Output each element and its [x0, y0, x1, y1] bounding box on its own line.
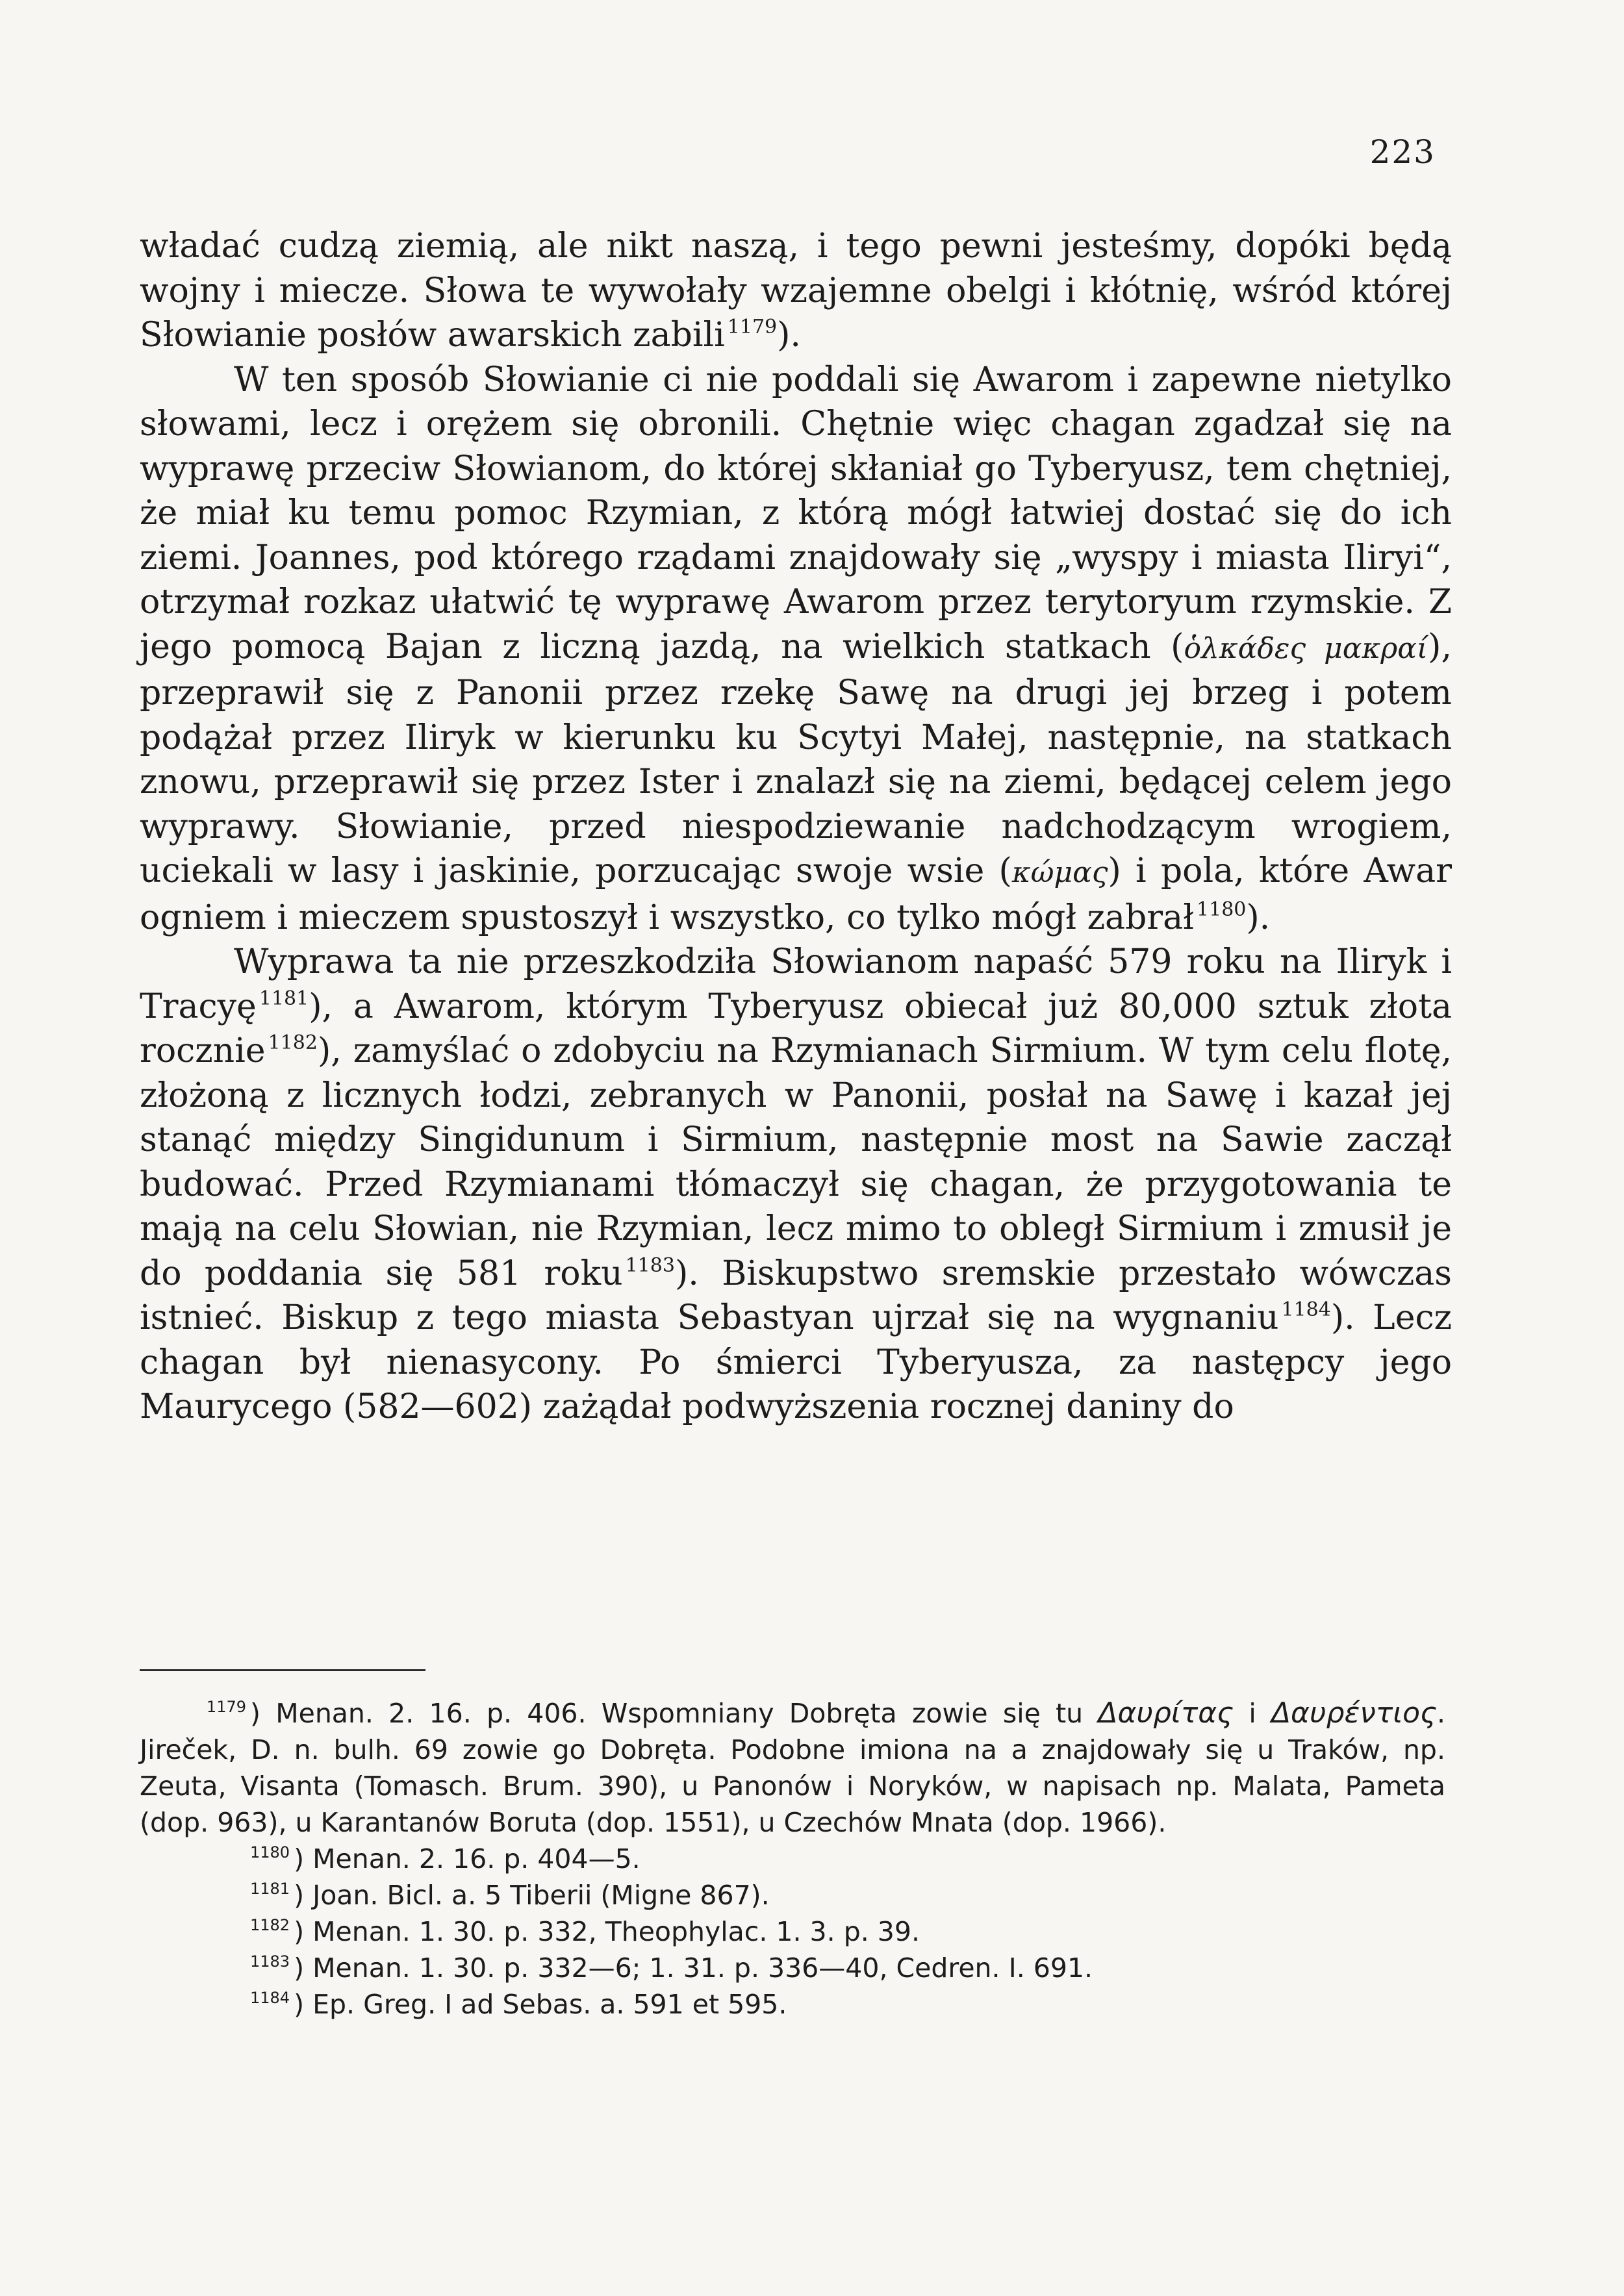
text-run: ). Lecz chagan był nienasycony. Po śmierci Tyberyusza, za następcy jego Maurycego (582—602) zażądał podwyższenia rocznej daniny do: [140, 1298, 1453, 1426]
greek-term: ὁλκάδες μακραί: [1184, 631, 1428, 665]
footnote-1181: [140, 1877, 1445, 1913]
greek-term: Δαυρίτας: [1098, 1697, 1234, 1730]
text-run: władać cudzą ziemią, ale nikt naszą, i tego pewni jesteśmy, dopóki będą wojny i miecze. Słowa te wywołały wzajemne obelgi i kłótnię, wśród której Słowianie posłów awarskich zabili: [140, 227, 1452, 355]
footnote-mark: 1180: [250, 1843, 290, 1861]
text-run: ). Biskupstwo sremskie przestało wówczas istnieć. Biskup z tego miasta Sebastyan ujrzał się na wygnaniu: [140, 1254, 1452, 1337]
greek-term: κώμας: [1011, 856, 1108, 889]
page-number: 223: [1369, 133, 1436, 171]
footnote-mark: 1184: [250, 1989, 290, 2007]
footnote-ref-1179[interactable]: 1179: [727, 316, 778, 338]
text-run: ).: [777, 316, 801, 355]
footnote-ref-1181[interactable]: 1181: [259, 987, 309, 1010]
text-run: ), a Awarom, którym Tyberyusz obiecał już 80,000 sztuk złota rocznie: [140, 987, 1452, 1070]
text-run: W ten sposób Słowianie ci nie poddali się Awarom i zapewne nietylko słowami, lecz i orężem się obronili. Chętnie więc chagan zgadzał się na wyprawę przeciw Słowianom, do której skłaniał go Tyberyusz, tem chętniej, że miał ku temu pomoc Rzymian, z którą mógł łatwiej dostać się do ich ziemi. Joannes, pod którego rządami znajdowały się „wyspy i miasta Iliryi“, otrzymał rozkaz ułatwić tę wyprawę Awarom przez terytoryum rzymskie. Z jego pomocą Bajan z liczną jazdą, na wielkich statkach (: [140, 360, 1452, 666]
footnote-ref-1182[interactable]: 1182: [268, 1031, 318, 1054]
main-text: [140, 224, 1452, 1430]
footnote-1179: [140, 1695, 1445, 1841]
footnote-divider: [140, 1669, 425, 1671]
footnote-text: . Jireček, D. n. bulh. 69 zowie go Dobręta. Podobne imiona na a znajdowały się u Traków, np. Zeuta, Visanta (Tomasch. Brum. 390), u Panonów i Noryków, w napisach np. Malata, Pameta (dop. 963), u Karantanów Boruta (dop. 1551), u Czechów Mnata (dop. 1966).: [140, 1698, 1445, 1838]
footnote-mark: 1181: [250, 1880, 290, 1898]
footnote-text: ) Menan. 1. 30. p. 332—6; 1. 31. p. 336—40, Cedren. I. 691.: [294, 1952, 1093, 1984]
paragraph-2: [140, 358, 1452, 940]
footnote-1184: [140, 1986, 1445, 2023]
footnote-1183: [140, 1950, 1445, 1986]
text-run: ).: [1246, 898, 1271, 937]
text-run: ), zamyślać o zdobyciu na Rzymianach Sirmium. W tym celu flotę, złożoną z licznych łodzi, zebranych w Panonii, posłał na Sawę i kazał jej stanąć między Singidunum i Sirmium, następnie most na Sawie zaczął budować. Przed Rzymianami tłómaczył się chagan, że przygotowania te mają na celu Słowian, nie Rzymian, lecz mimo to obległ Sirmium i zmusił je do poddania się 581 roku: [140, 1031, 1452, 1293]
text-run: Wyprawa ta nie przeszkodziła Słowianom napaść 579 roku na Iliryk i Tracyę: [140, 942, 1452, 1026]
footnote-ref-1180[interactable]: 1180: [1197, 898, 1247, 921]
footnote-text: ) Menan. 1. 30. p. 332, Theophylac. 1. 3. p. 39.: [294, 1916, 920, 1947]
paragraph-1: [140, 224, 1452, 358]
footnote-1182: [140, 1913, 1445, 1950]
footnote-text: ) Ep. Greg. I ad Sebas. a. 591 et 595.: [294, 1989, 787, 2020]
footnote-text: ) Menan. 2. 16. p. 406. Wspomniany Dobręta zowie się tu: [250, 1698, 1098, 1729]
footnote-mark: 1183: [250, 1952, 290, 1971]
text-run: ), przeprawił się z Panonii przez rzekę Sawę na drugi jej brzeg i potem podążał przez Iliryk w kierunku ku Scytyi Małej, następnie, na statkach znowu, przeprawił się przez Ister i znalazł się na ziemi, będącej celem jego wyprawy. Słowianie, przed niespodziewanie nadchodzącym wrogiem, uciekali w lasy i jaskinie, porzucając swoje wsie (: [140, 627, 1452, 890]
footnote-text: ) Menan. 2. 16. p. 404—5.: [294, 1843, 641, 1874]
footnote-ref-1184[interactable]: 1184: [1281, 1298, 1331, 1321]
footnote-ref-1183[interactable]: 1183: [625, 1254, 675, 1277]
footnote-mark: 1179: [206, 1698, 246, 1716]
footnote-text: i: [1234, 1698, 1271, 1729]
footnote-text: ) Joan. Bicl. a. 5 Tiberii (Migne 867).: [294, 1880, 770, 1911]
footnote-1180: [140, 1841, 1445, 1877]
footnotes: [140, 1695, 1445, 2023]
greek-term: Δαυρέντιος: [1271, 1697, 1437, 1730]
footnote-mark: 1182: [250, 1916, 290, 1934]
text-run: ) i pola, które Awar ogniem i mieczem spustoszył i wszystko, co tylko mógł zabrał: [140, 852, 1452, 937]
paragraph-3: [140, 940, 1452, 1430]
